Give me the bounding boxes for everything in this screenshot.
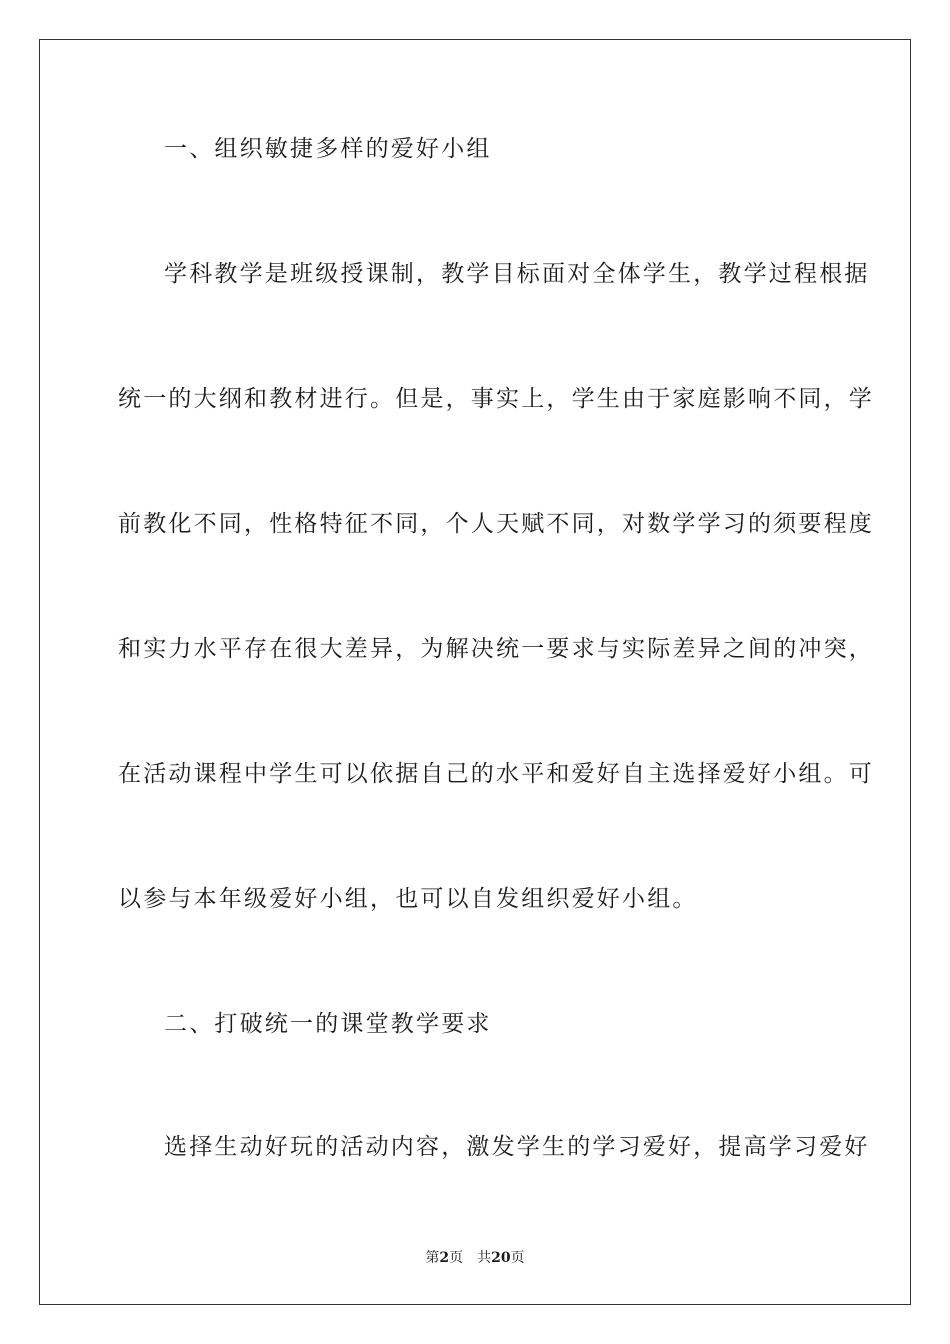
page-border [39, 39, 911, 1305]
page-footer [0, 1247, 950, 1267]
total-prefix: 共 [477, 1250, 492, 1266]
paragraph-line: 选择生动好玩的活动内容，激发学生的学习爱好，提高学习爱好 [164, 1134, 870, 1160]
paragraph-line: 和实力水平存在很大差异，为解决统一要求与实际差异之间的冲突， [118, 636, 874, 662]
paragraph-line: 统一的大纲和教材进行。但是，事实上，学生由于家庭影响不同，学 [118, 386, 874, 412]
page-prefix: 第 [425, 1250, 440, 1266]
paragraph-line: 学科教学是班级授课制，教学目标面对全体学生，教学过程根据 [164, 261, 870, 287]
section-heading-2: 二、打破统一的课堂教学要求 [164, 1011, 492, 1037]
total-pages: 20 [491, 1250, 511, 1266]
total-suffix: 页 [510, 1250, 525, 1266]
paragraph-line: 在活动课程中学生可以依据自己的水平和爱好自主选择爱好小组。可 [118, 761, 874, 787]
paragraph-line: 以参与本年级爱好小组，也可以自发组织爱好小组。 [118, 886, 698, 912]
section-heading-1: 一、组织敏捷多样的爱好小组 [164, 136, 492, 162]
page-suffix: 页 [449, 1250, 464, 1266]
paragraph-line: 前教化不同，性格特征不同，个人天赋不同，对数学学习的须要程度 [118, 511, 874, 537]
page-number: 2 [439, 1250, 450, 1266]
